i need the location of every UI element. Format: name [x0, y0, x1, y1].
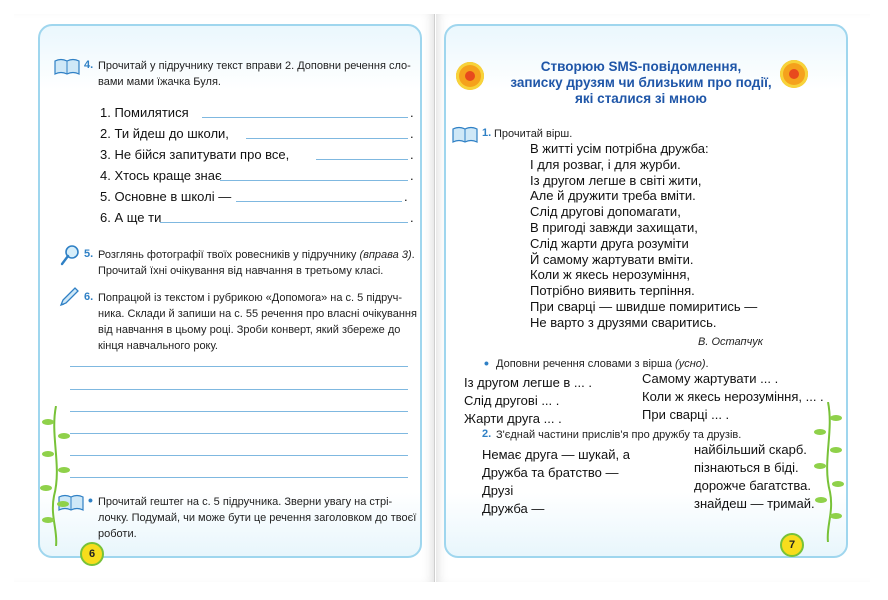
left-page	[14, 14, 435, 582]
fill-right-column	[642, 370, 824, 424]
magnifier-icon	[60, 244, 80, 266]
bullet: •	[88, 492, 93, 508]
title-line: Створюю SMS-повідомлення,	[540, 59, 742, 74]
task-text: від навчання в цьому році. Зроби конверт, який збереже до	[98, 324, 401, 336]
right-page	[436, 14, 870, 582]
page-number: 6	[80, 542, 104, 566]
proverb-right-parts	[694, 441, 815, 513]
proverb-left-parts	[482, 446, 630, 518]
proverb-part[interactable]: Друзі	[482, 483, 514, 498]
vine-decoration	[36, 406, 76, 546]
poem-line: Потрібно виявить терпіння.	[530, 283, 695, 299]
poem-line: В пригоді завжди захищати,	[530, 219, 698, 235]
task-text: кінця навчального року.	[98, 340, 218, 352]
task-number: 1.	[482, 127, 492, 139]
fill-item-label: 2. Ти йдеш до школи,	[100, 126, 229, 141]
poem-line: Слід другові допомагати,	[530, 204, 681, 220]
writing-line[interactable]	[70, 433, 408, 434]
vine-decoration	[808, 402, 848, 542]
fill-item-label: 5. Основне в школі —	[100, 189, 232, 204]
fill-item: Коли ж якесь нерозуміння, ... .	[642, 389, 824, 404]
open-book-icon	[54, 58, 80, 76]
task-number: 2.	[482, 428, 492, 440]
poem-line: При сварці — швидше помиритись —	[530, 298, 758, 314]
poem-line: Із другом легше в світі жити,	[530, 172, 702, 188]
open-book-icon	[452, 126, 478, 144]
task-text: вами мами їжачка Буля.	[98, 76, 221, 88]
task-text: Прочитай їхні очікування від навчання в третьому класі.	[98, 265, 384, 277]
bullet: •	[484, 355, 489, 371]
proverb-part[interactable]: Дружба —	[482, 501, 545, 516]
task-text-part: .	[411, 249, 415, 261]
period: .	[410, 210, 414, 225]
task-text: лочку. Подумай, чи може бути це речення заголовком до твоєї	[98, 512, 417, 524]
poem-author: В. Остапчук	[698, 336, 763, 348]
task-text-part: Розглянь фотографії твоїх ровесників у підручнику	[98, 249, 360, 261]
task-text: Попрацюй із текстом і рубрикою «Допомога» на с. 5 підруч-	[98, 292, 403, 304]
task-number: 4.	[84, 59, 94, 71]
fill-item-label: 1. Помилятися	[100, 105, 189, 120]
task-text: Прочитай вірш.	[494, 128, 573, 140]
task-text: Прочитай у підручнику текст вправи 2. Доповни речення сло-	[98, 60, 411, 72]
writing-line[interactable]	[70, 477, 408, 478]
task-text	[98, 247, 415, 263]
proverb-part[interactable]: дорожче багатства.	[694, 478, 811, 493]
writing-line[interactable]	[70, 455, 408, 456]
fill-item: Жарти друга ... .	[464, 411, 562, 426]
answer-line[interactable]	[246, 138, 408, 139]
fill-item: Слід другові ... .	[464, 393, 560, 408]
period: .	[410, 168, 414, 183]
task-text-italic: (вправа 3)	[359, 249, 412, 261]
answer-line[interactable]	[202, 117, 408, 118]
task-text: З'єднай частини прислів'я про дружбу та друзів.	[496, 429, 742, 441]
page-number: 7	[780, 533, 804, 557]
task-text: роботи.	[98, 528, 137, 540]
flower-decoration	[456, 62, 484, 90]
answer-line[interactable]	[236, 201, 402, 202]
fill-item: При сварці ... .	[642, 407, 730, 422]
task-text: Прочитай гештег на с. 5 підручника. Зверни увагу на стрі-	[98, 496, 393, 508]
answer-line[interactable]	[160, 222, 408, 223]
writing-line[interactable]	[70, 411, 408, 412]
proverb-part[interactable]: Дружба та братство —	[482, 465, 619, 480]
poem-line: І для розваг, і для журби.	[530, 156, 681, 172]
fill-item: Із другом легше в ... .	[464, 375, 592, 390]
period: .	[410, 147, 414, 162]
fill-item-label: 4. Хтось краще знає	[100, 168, 222, 183]
proverb-part[interactable]: найбільший скарб.	[694, 442, 807, 457]
writing-line[interactable]	[70, 366, 408, 367]
period: .	[404, 189, 408, 204]
proverb-part[interactable]: Немає друга — шукай, а	[482, 447, 630, 462]
answer-line[interactable]	[220, 180, 408, 181]
page-title	[496, 59, 786, 107]
poem-line: Але й дружити треба вміти.	[530, 188, 696, 204]
fill-item-label: 3. Не бійся запитувати про все,	[100, 147, 290, 162]
writing-line[interactable]	[70, 389, 408, 390]
fill-item-label: 6. А ще ти	[100, 210, 162, 225]
answer-line[interactable]	[316, 159, 408, 160]
poem-line: Не варто з друзями сваритись.	[530, 314, 717, 330]
poem-line: Слід жарти друга розуміти	[530, 235, 689, 251]
task-number: 6.	[84, 291, 94, 303]
task-text-part: Доповни речення словами з вірша	[496, 358, 676, 370]
pen-icon	[58, 286, 80, 308]
fill-item: Самому жартувати ... .	[642, 371, 779, 386]
poem	[530, 141, 757, 331]
task-text-part: .	[705, 358, 709, 370]
title-line: записку друзям чи близьким про події,	[510, 75, 772, 90]
poem-line: Й самому жартувати вміти.	[530, 251, 694, 267]
period: .	[410, 105, 414, 120]
fill-left-column	[464, 374, 592, 428]
task-text: ника. Склади й запиши на с. 55 речення про власні очікування	[98, 308, 417, 320]
title-line: які сталися зі мною	[575, 91, 707, 106]
task-number: 5.	[84, 248, 94, 260]
period: .	[410, 126, 414, 141]
proverb-part[interactable]: пізнаються в біді.	[694, 460, 799, 475]
task-text-italic: (усно)	[675, 358, 706, 370]
poem-line: Коли ж якесь нерозуміння,	[530, 267, 690, 283]
poem-line: В житті усім потрібна дружба:	[530, 141, 709, 156]
proverb-part[interactable]: знайдеш — тримай.	[694, 496, 815, 511]
